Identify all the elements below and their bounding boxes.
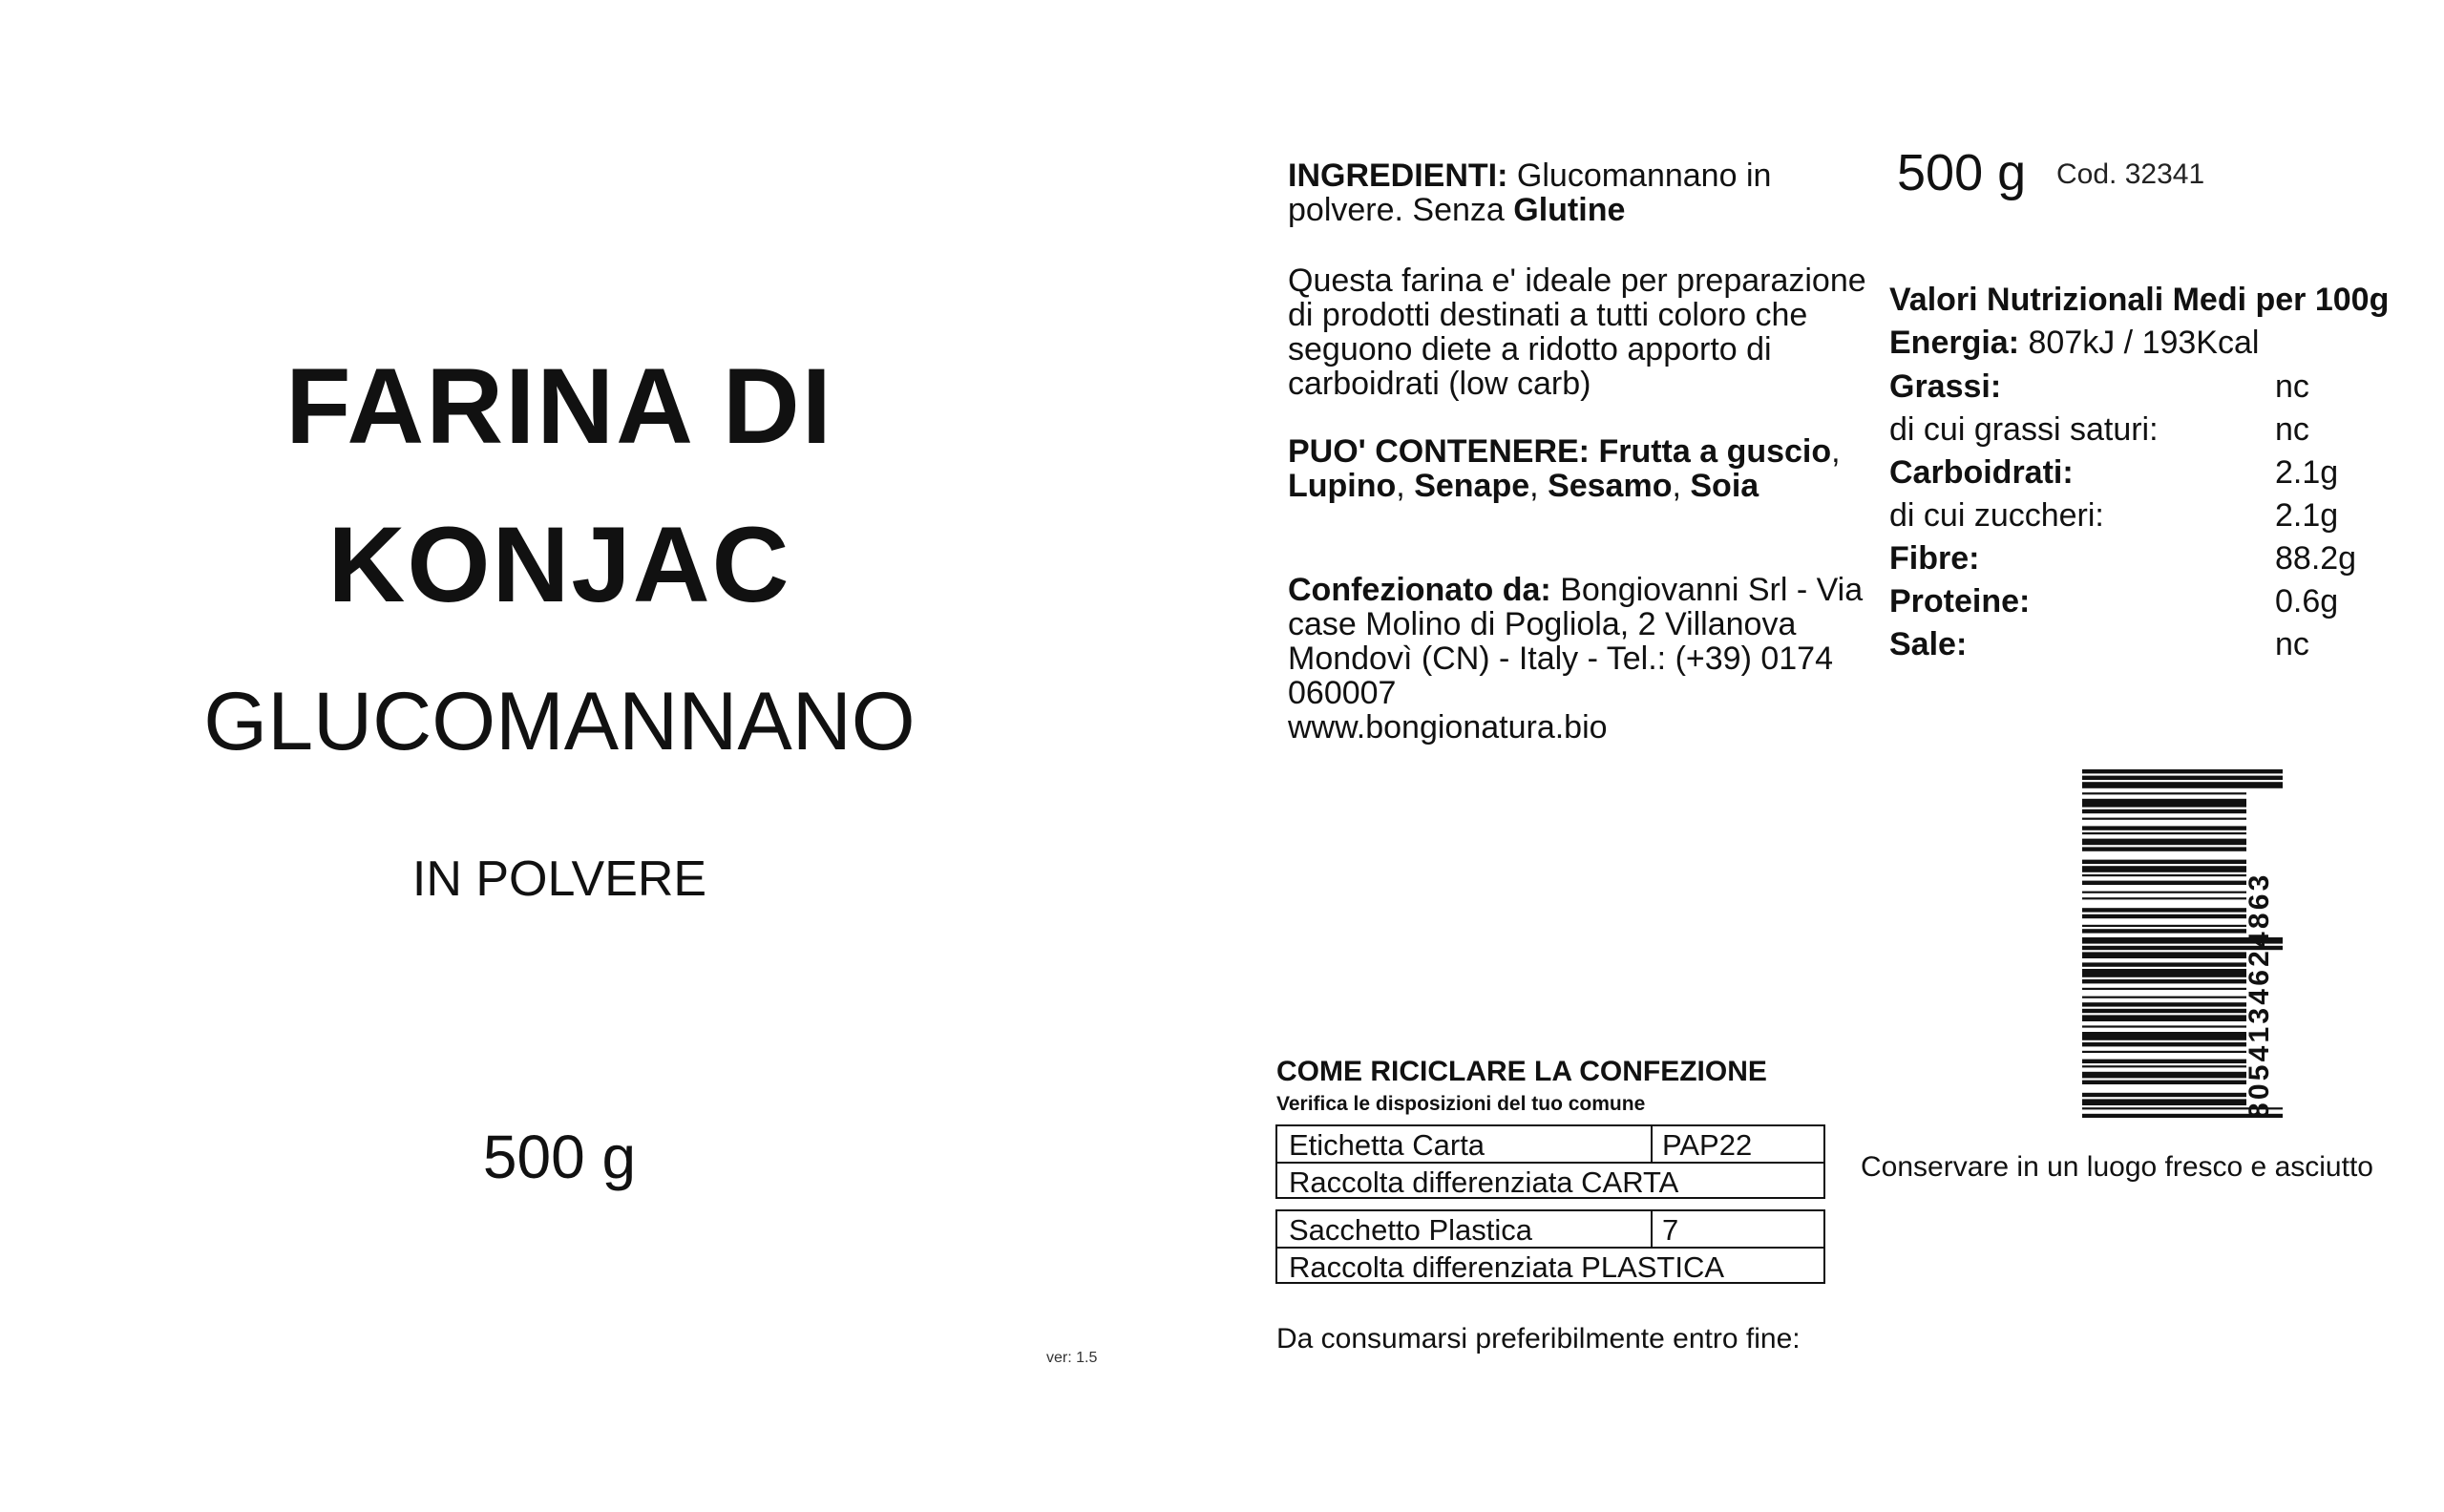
barcode-bar xyxy=(2082,908,2246,912)
recycling-code: PAP22 xyxy=(1651,1126,1752,1162)
recycling-row xyxy=(1277,1247,1823,1282)
barcode-bar xyxy=(2082,776,2283,780)
barcode-bar xyxy=(2082,769,2283,773)
packer-text: Bongiovanni Srl - Via case Molino di Pogliola, 2 Villanova Mondovì (CN) - Italy - Tel.: (+39) 0174 060007 xyxy=(1288,572,1864,711)
barcode-bar xyxy=(2082,881,2246,885)
barcode-bar xyxy=(2082,809,2246,813)
recycling-item: Etichetta Carta xyxy=(1289,1128,1485,1162)
website-link[interactable]: www.bongionatura.bio xyxy=(1288,709,1608,746)
allergen-item: Senape xyxy=(1414,468,1530,504)
packer-block xyxy=(1288,573,1880,745)
nutrition-row xyxy=(1889,370,2424,409)
product-subtitle: GLUCOMANNANO xyxy=(203,676,916,767)
barcode-bar xyxy=(2082,1099,2246,1105)
description-text: Questa farina e' ideale per preparazione di prodotti destinati a tutti coloro che seguono diete a ridotto apporto di carboidrati (low carb) xyxy=(1288,262,1866,402)
ingredients-text: Glucomannano in polvere. Senza xyxy=(1288,158,1772,228)
product-title-line-2: KONJAC xyxy=(327,505,791,624)
barcode-bar xyxy=(2082,952,2246,958)
nutrition-row xyxy=(1889,542,2424,580)
version-label: ver: 1.5 xyxy=(1046,1350,1098,1366)
barcode-bar xyxy=(2082,892,2246,893)
barcode-bar xyxy=(2082,929,2246,933)
best-before-label: Da consumarsi preferibilmente entro fine: xyxy=(1276,1323,1801,1354)
barcode-bar xyxy=(2082,1032,2246,1040)
barcode-bar xyxy=(2082,818,2246,820)
nutrition-row xyxy=(1889,628,2424,666)
barcode-bar xyxy=(2082,826,2246,830)
barcode-bar xyxy=(2082,969,2246,977)
allergen-item: Frutta a guscio xyxy=(1598,433,1832,470)
barcode-bar xyxy=(2082,979,2246,983)
barcode-bar xyxy=(2082,1042,2246,1046)
nutrition-row xyxy=(1889,413,2424,452)
nutrition-row xyxy=(1889,456,2424,494)
barcode-bar xyxy=(2082,1009,2246,1013)
nutrition-title: Valori Nutrizionali Medi per 100g xyxy=(1889,282,2390,318)
barcode-bar xyxy=(2082,1072,2246,1079)
allergen-item: Lupino xyxy=(1288,468,1397,504)
allergens-label: PUO' CONTENERE: xyxy=(1288,433,1590,470)
nutrition-label: Grassi: xyxy=(1889,368,2002,405)
barcode-bar xyxy=(2082,1002,2246,1006)
nutrition-label: Sale: xyxy=(1889,626,1968,662)
ingredients-block xyxy=(1288,158,1880,227)
nutrition-value: 2.1g xyxy=(2275,497,2339,534)
packer-label: Confezionato da: xyxy=(1288,572,1551,608)
product-title-line-1: FARINA DI xyxy=(285,346,833,466)
barcode-bar xyxy=(2082,1093,2246,1097)
nutrition-label: Proteine: xyxy=(1889,583,2031,620)
barcode-bar xyxy=(2082,925,2246,927)
ingredients-gluten: Glutine xyxy=(1513,192,1626,228)
barcode-bar xyxy=(2082,839,2246,846)
barcode-bar xyxy=(2082,847,2246,850)
barcode-bar xyxy=(2082,1065,2246,1067)
barcode-bar xyxy=(2082,799,2246,808)
barcode-bar xyxy=(2082,914,2246,918)
barcode-bar xyxy=(2082,1060,2246,1063)
nutrition-value: 0.6g xyxy=(2275,583,2339,620)
nutrition-label: di cui grassi saturi: xyxy=(1889,411,2159,448)
recycling-row xyxy=(1277,1211,1823,1247)
barcode-bar xyxy=(2082,782,2283,788)
barcode-bar xyxy=(2082,866,2246,872)
barcode-bar xyxy=(2082,874,2246,876)
recycling-collection: Raccolta differenziata PLASTICA xyxy=(1289,1250,1725,1284)
barcode-bar xyxy=(2082,860,2246,864)
energy-label: Energia: xyxy=(1889,325,2020,361)
nutrition-value: 2.1g xyxy=(2275,454,2339,491)
barcode-bar xyxy=(2082,832,2246,834)
recycling-title: COME RICICLARE LA CONFEZIONE xyxy=(1276,1056,1767,1087)
barcode-bar xyxy=(2082,997,2246,998)
barcode-bar xyxy=(2082,792,2246,794)
recycling-table-plastic xyxy=(1275,1209,1825,1284)
product-code: Cod. 32341 xyxy=(2056,158,2205,190)
nutrition-row xyxy=(1889,499,2424,537)
recycling-row xyxy=(1277,1162,1823,1197)
ingredients-label: INGREDIENTI: xyxy=(1288,158,1508,194)
allergen-item: Sesamo xyxy=(1548,468,1673,504)
barcode-bar xyxy=(2082,897,2246,899)
barcode-bar xyxy=(2082,1015,2246,1021)
recycling-item: Sacchetto Plastica xyxy=(1289,1213,1533,1247)
nutrition-value: nc xyxy=(2275,368,2309,405)
nutrition-label: Carboidrati: xyxy=(1889,454,2074,491)
nutrition-value: 88.2g xyxy=(2275,540,2357,577)
recycling-collection: Raccolta differenziata CARTA xyxy=(1289,1166,1679,1199)
energy-value: 807kJ / 193Kcal xyxy=(2028,325,2260,361)
barcode-number: 8054134624863 xyxy=(2244,872,2275,1119)
nutrition-value: nc xyxy=(2275,626,2309,662)
recycling-table-paper xyxy=(1275,1124,1825,1199)
barcode-bar xyxy=(2082,1081,2246,1084)
storage-instructions: Conservare in un luogo fresco e asciutto xyxy=(1861,1151,2373,1183)
nutrition-energy xyxy=(1889,326,2259,359)
front-net-weight: 500 g xyxy=(482,1123,637,1191)
nutrition-label: Fibre: xyxy=(1889,540,1980,577)
barcode-bar xyxy=(2082,1051,2246,1053)
nutrition-value: nc xyxy=(2275,411,2309,448)
product-tagline: IN POLVERE xyxy=(411,851,707,907)
allergen-item: Soia xyxy=(1690,468,1759,504)
recycling-row xyxy=(1277,1126,1823,1162)
nutrition-label: di cui zuccheri: xyxy=(1889,497,2104,534)
recycling-subtitle: Verifica le disposizioni del tuo comune xyxy=(1276,1093,1646,1115)
recycling-code: 7 xyxy=(1651,1211,1678,1247)
allergens-block: PUO' CONTENERE: Frutta a guscio, Lupino, Senape, Sesamo, Soia xyxy=(1288,433,1841,504)
nutrition-row xyxy=(1889,585,2424,623)
barcode-bar xyxy=(2082,1025,2246,1027)
barcode-bar xyxy=(2082,962,2246,966)
back-net-weight: 500 g xyxy=(1897,144,2027,201)
barcode-bar xyxy=(2082,988,2246,990)
